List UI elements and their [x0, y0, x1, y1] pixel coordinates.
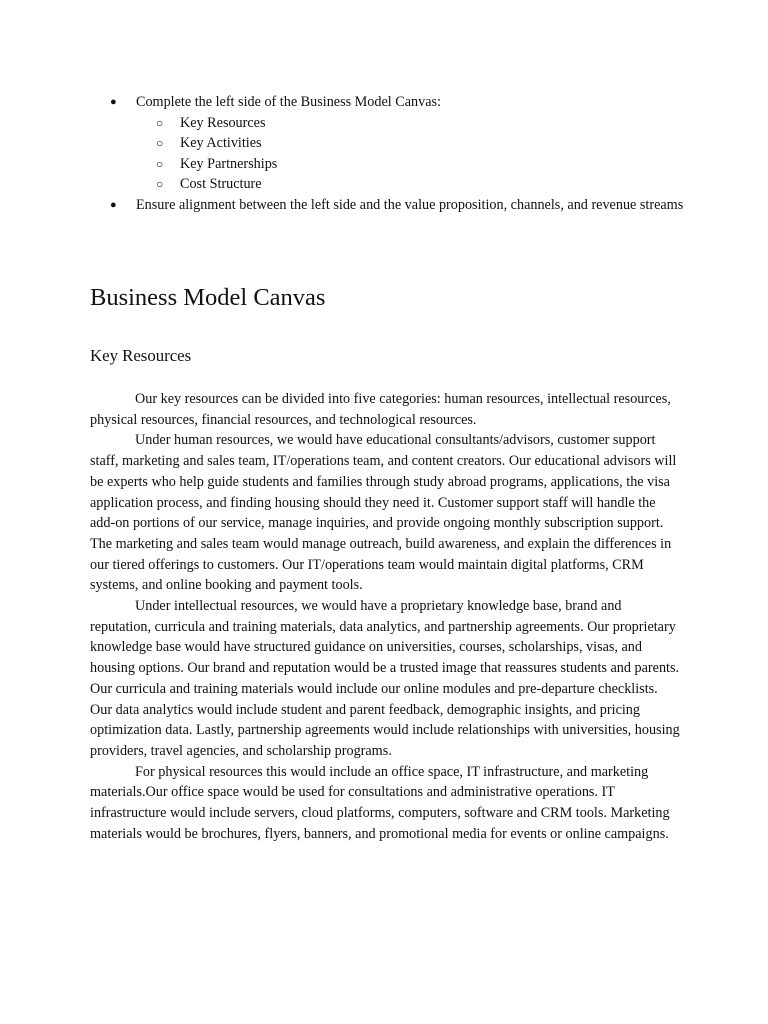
paragraph: Under intellectual resources, we would have a proprietary knowledge base, brand and reputation, curricula and training materials, data analytics, and partnership agreements. Our proprietary knowledge base would have structured guidance on universities, courses, scholarships, visas, and housing options. Our brand and reputation would be a trusted image that reassures students and parents. Our curricula and training materials would include our online modules and pre-departure checklists. Our data analytics would include student and parent feedback, demographic insights, and pricing optimization data. Lastly, partnership agreements would include relationships with universities, housing providers, travel agencies, and scholarship programs. [90, 598, 680, 759]
paragraph: Under human resources, we would have educational consultants/advisors, customer support staff, marketing and sales team, IT/operations team, and content creators. Our educational advisors will be experts who help guide students and families through study abroad programs, applications, the visa application process, and finding housing should they need it. Customer support staff will handle the add-on portions of our service, manage inquiries, and provide ongoing monthly subscription support. The marketing and sales team would manage outreach, build awareness, and explain the differences in our tiered offerings to customers. Our IT/operations team would maintain digital platforms, CRM systems, and online booking and payment tools. [90, 432, 677, 594]
sub-bullet-item: ○ Key Resources [90, 113, 690, 134]
document-title: Business Model Canvas [90, 284, 326, 311]
task-bullet-list [90, 92, 690, 216]
section-body [90, 389, 682, 844]
sub-bullet-item: ○ Key Activities [90, 133, 690, 154]
bullet-item: ● Ensure alignment between the left side and the value proposition, channels, and revenue streams [90, 195, 690, 216]
sub-bullet-item: ○ Key Partnerships [90, 154, 690, 175]
paragraph: For physical resources this would include an office space, IT infrastructure, and marketing materials.Our office space would be used for consultations and administrative operations. IT infrastructure would include servers, cloud platforms, computers, software and CRM tools. Marketing materials would be brochures, flyers, banners, and promotional media for events or online campaigns. [90, 763, 670, 842]
sub-bullet-item: ○ Cost Structure [90, 174, 690, 195]
section-heading: Key Resources [90, 346, 192, 365]
paragraph: Our key resources can be divided into five categories: human resources, intellectual resources, physical resources, financial resources, and technological resources. [90, 391, 671, 428]
bullet-item: ● Complete the left side of the Business Model Canvas: [90, 92, 690, 113]
